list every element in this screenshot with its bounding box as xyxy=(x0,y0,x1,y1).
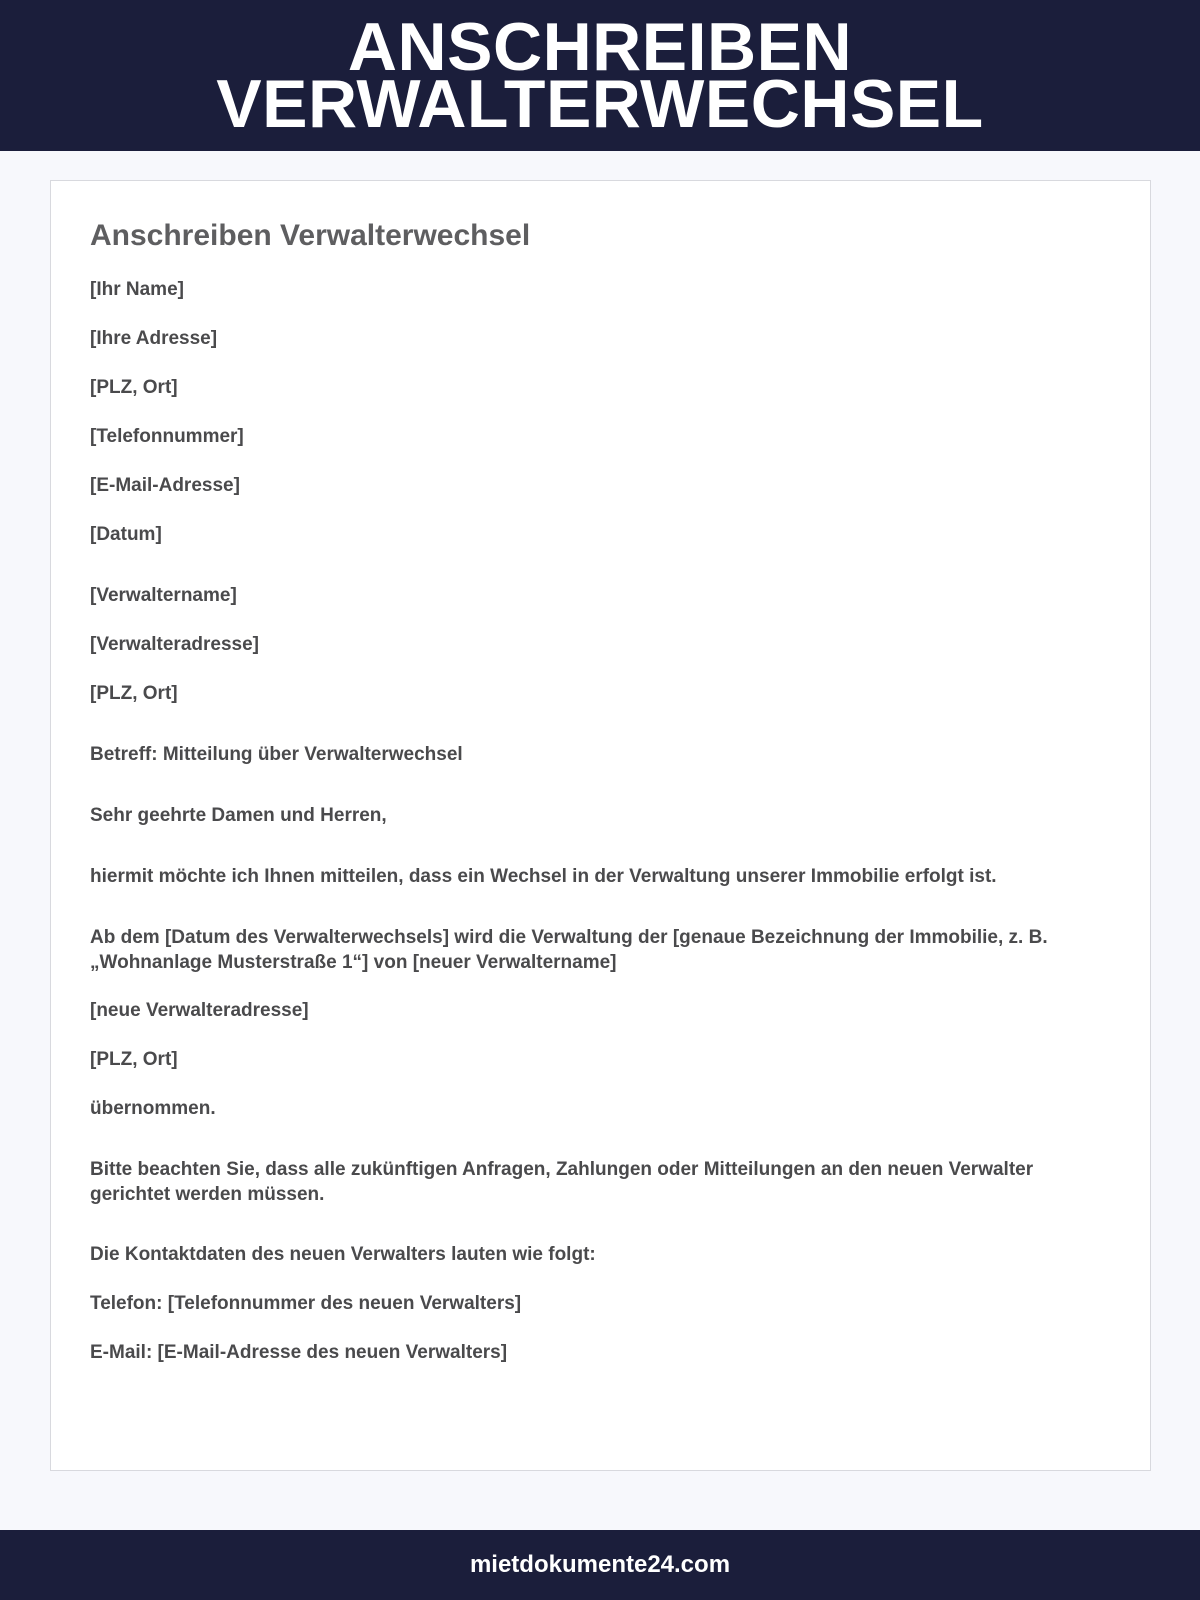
page-header xyxy=(0,0,1200,151)
letter-date: [Datum] xyxy=(90,524,162,545)
footer-site-name: mietdokumente24.com xyxy=(469,1551,731,1578)
contact-intro: Die Kontaktdaten des neuen Verwalters lauten wie folgt: xyxy=(90,1244,596,1265)
page-footer xyxy=(0,1530,1200,1600)
intro-paragraph: hiermit möchte ich Ihnen mitteilen, dass ein Wechsel in der Verwaltung unserer Immobilie erfolgt ist. xyxy=(90,866,997,887)
header-title-line-1: ANSCHREIBEN xyxy=(347,8,853,85)
salutation: Sehr geehrte Damen und Herren, xyxy=(90,805,387,826)
sender-address: [Ihre Adresse] xyxy=(90,328,218,349)
subject-line: Betreff: Mitteilung über Verwalterwechsel xyxy=(90,744,463,765)
sender-email: [E-Mail-Adresse] xyxy=(90,475,240,496)
sender-city: [PLZ, Ort] xyxy=(90,377,178,398)
recipient-address: [Verwalteradresse] xyxy=(90,634,259,655)
taken-over-text: übernommen. xyxy=(90,1098,216,1119)
recipient-name: [Verwaltername] xyxy=(90,585,237,606)
new-manager-address: [neue Verwalteradresse] xyxy=(90,1000,309,1021)
contact-email: E-Mail: [E-Mail-Adresse des neuen Verwalters] xyxy=(90,1342,508,1363)
takeover-paragraph: Ab dem [Datum des Verwalterwechsels] wird die Verwaltung der [genaue Bezeichnung der Immobilie, z. B. „Wohnanlage Musterstraße 1“] von [neuer Verwaltername] xyxy=(90,927,1048,973)
letter-card xyxy=(50,180,1151,1471)
sender-name: [Ihr Name] xyxy=(90,279,184,300)
sender-phone: [Telefonnummer] xyxy=(90,426,244,447)
notice-paragraph: Bitte beachten Sie, dass alle zukünftigen Anfragen, Zahlungen oder Mitteilungen an den neuen Verwalter gerichtet werden müssen. xyxy=(90,1159,1034,1205)
contact-phone: Telefon: [Telefonnummer des neuen Verwalters] xyxy=(90,1293,522,1314)
recipient-city: [PLZ, Ort] xyxy=(90,683,178,704)
header-title-line-2: VERWALTERWECHSEL xyxy=(216,65,984,142)
new-manager-city: [PLZ, Ort] xyxy=(90,1049,178,1070)
document-title: Anschreiben Verwalterwechsel xyxy=(90,219,531,252)
